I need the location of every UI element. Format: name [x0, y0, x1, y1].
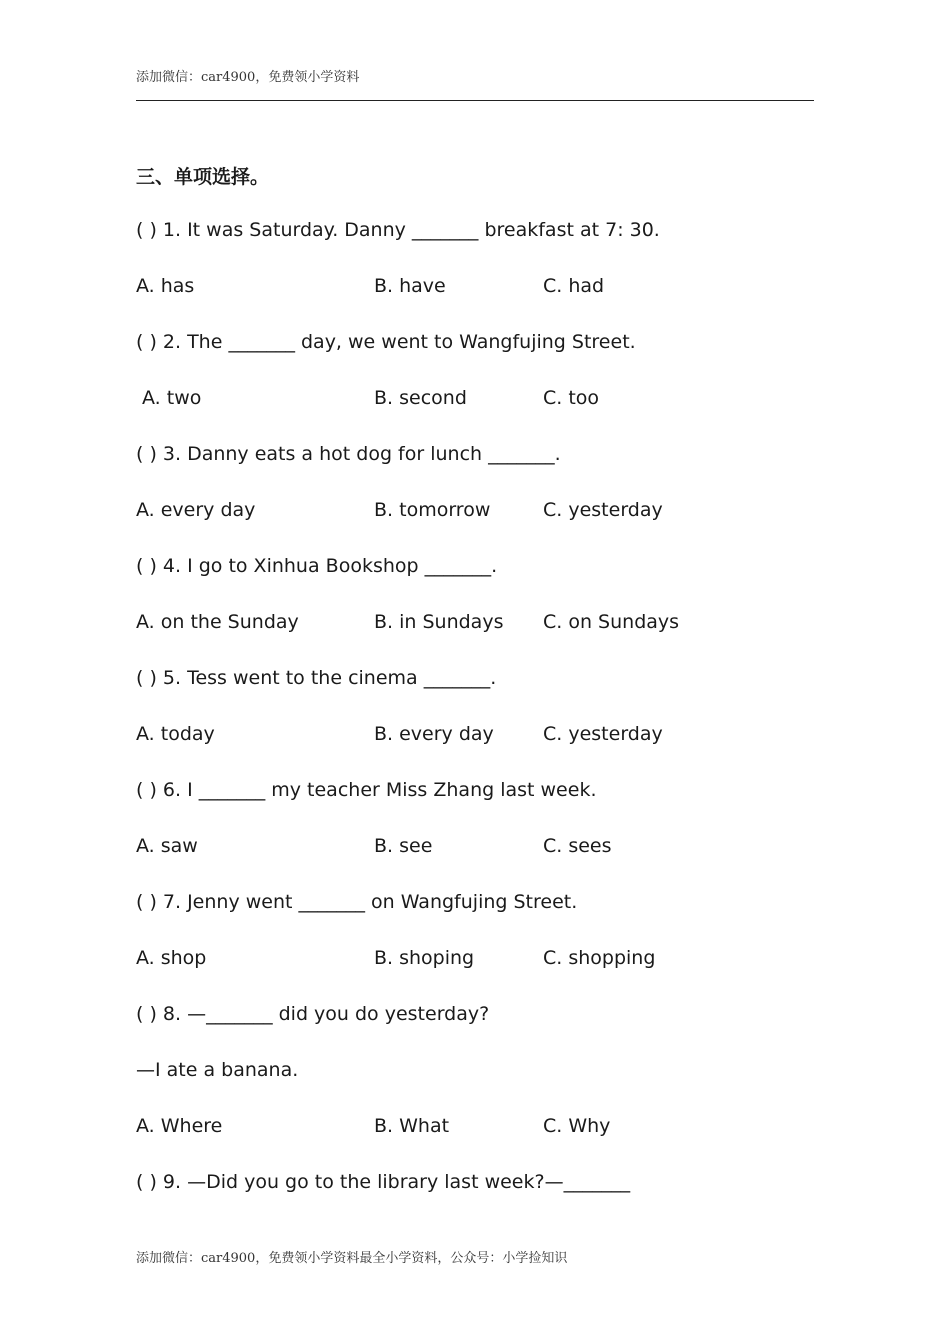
question-1-option-a: A. has [136, 275, 195, 297]
question-4-option-b: B. in Sundays [374, 611, 504, 633]
question-9-stem: ( ) 9. —Did you go to the library last week?—_______ [136, 1171, 631, 1193]
question-1-stem: ( ) 1. It was Saturday. Danny _______ breakfast at 7: 30. [136, 219, 660, 241]
question-5-option-a: A. today [136, 723, 215, 745]
section-title: 三、单项选择。 [136, 166, 270, 188]
question-7-stem: ( ) 7. Jenny went _______ on Wangfujing Street. [136, 891, 578, 913]
question-2-option-a: A. two [142, 387, 202, 409]
question-2-option-c: C. too [543, 387, 600, 409]
question-5-option-b: B. every day [374, 723, 494, 745]
question-6-option-a: A. saw [136, 835, 198, 857]
footer-note: 添加微信：car4900，免费领小学资料最全小学资料，公众号：小学捡知识 [136, 1251, 568, 1266]
question-5-option-c: C. yesterday [543, 723, 663, 745]
question-6-stem: ( ) 6. I _______ my teacher Miss Zhang last week. [136, 779, 597, 801]
question-8-reply: —I ate a banana. [136, 1059, 299, 1081]
header-note: 添加微信：car4900，免费领小学资料 [136, 70, 360, 85]
question-3-option-b: B. tomorrow [374, 499, 491, 521]
question-4-stem: ( ) 4. I go to Xinhua Bookshop _______. [136, 555, 498, 577]
question-7-option-c: C. shopping [543, 947, 656, 969]
question-1-option-b: B. have [374, 275, 446, 297]
question-8-option-b: B. What [374, 1115, 450, 1137]
question-3-option-a: A. every day [136, 499, 256, 521]
question-6-option-c: C. sees [543, 835, 612, 857]
question-3-option-c: C. yesterday [543, 499, 663, 521]
question-8-option-c: C. Why [543, 1115, 611, 1137]
question-5-stem: ( ) 5. Tess went to the cinema _______. [136, 667, 497, 689]
question-2-option-b: B. second [374, 387, 467, 409]
question-4-option-a: A. on the Sunday [136, 611, 299, 633]
question-7-option-a: A. shop [136, 947, 207, 969]
question-2-stem: ( ) 2. The _______ day, we went to Wangfujing Street. [136, 331, 636, 353]
question-8-stem: ( ) 8. —_______ did you do yesterday? [136, 1003, 490, 1025]
question-4-option-c: C. on Sundays [543, 611, 680, 633]
question-3-stem: ( ) 3. Danny eats a hot dog for lunch _______. [136, 443, 561, 465]
question-1-option-c: C. had [543, 275, 605, 297]
question-7-option-b: B. shoping [374, 947, 475, 969]
question-8-option-a: A. Where [136, 1115, 223, 1137]
question-6-option-b: B. see [374, 835, 433, 857]
header-divider [136, 100, 814, 101]
